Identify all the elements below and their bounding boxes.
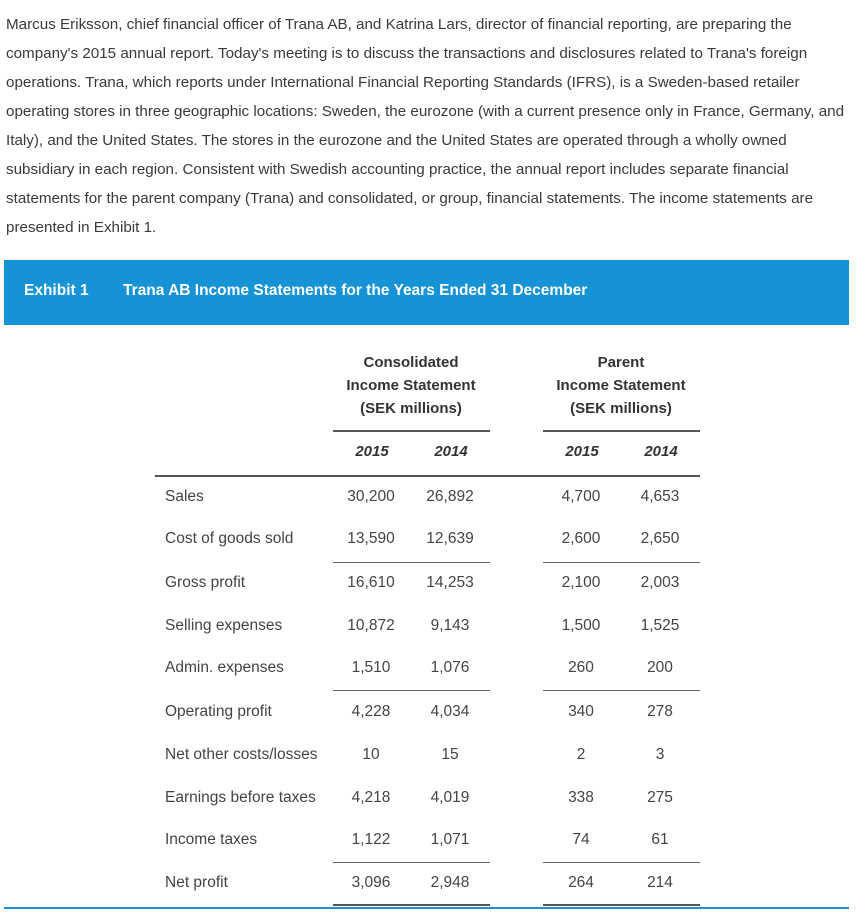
cell-sales-parent-2015: 4,700 (561, 488, 601, 505)
cell-ebt-parent-2015: 338 (568, 789, 594, 806)
parent-header-line1: Parent (597, 354, 645, 371)
rule-parent-double (543, 904, 700, 906)
row-label-income-taxes: Income taxes (165, 831, 258, 848)
row-label-net-profit: Net profit (165, 874, 228, 891)
rule-parent-gross (543, 562, 700, 563)
rule-cons-double (333, 904, 490, 906)
rule-cons-gross (333, 562, 490, 563)
cell-tax-parent-2014: 61 (651, 831, 669, 848)
intro-paragraph: Marcus Eriksson, chief financial officer of Trana AB, and Katrina Lars, director of financial reporting, are preparing the company's 2015 annual report. Today's meeting is to discuss the transactions and disclosures related to Trana's foreign operations. Trana, which reports under International Financial Reporting Standards (IFRS), is a Sweden-based retailer operating stores in three geographic locations: Sweden, the eurozone (with a current presence only in France, Germany, and Italy), and the United States. The stores in the eurozone and the United States are operated through a wholly owned subsidiary in each region. Consistent with Swedish accounting practice, the annual report includes separate financial statements for the parent company (Trana) and consolidated, or group, financial statements. The income statements are presented in Exhibit 1. (6, 16, 845, 236)
cell-other-cons-2015: 10 (362, 746, 380, 763)
cell-other-cons-2014: 15 (441, 746, 459, 763)
year-consolidated-2014: 2014 (434, 443, 468, 460)
cell-tax-cons-2014: 1,071 (430, 831, 470, 848)
row-label-operating-profit: Operating profit (165, 703, 272, 720)
cell-gross-cons-2014: 14,253 (426, 574, 474, 591)
cell-admin-parent-2014: 200 (647, 659, 673, 676)
cell-tax-cons-2015: 1,122 (351, 831, 391, 848)
consolidated-header-line3: (SEK millions) (360, 400, 462, 417)
cell-gross-parent-2014: 2,003 (640, 574, 680, 591)
cell-selling-parent-2015: 1,500 (561, 617, 601, 634)
cell-ebt-cons-2014: 4,019 (430, 789, 470, 806)
cell-ebt-cons-2015: 4,218 (351, 789, 391, 806)
cell-sales-cons-2014: 26,892 (426, 488, 474, 505)
year-parent-2015: 2015 (565, 443, 599, 460)
cell-sales-parent-2014: 4,653 (640, 488, 680, 505)
cell-cogs-cons-2014: 12,639 (426, 530, 474, 547)
parent-header-line2: Income Statement (556, 377, 686, 394)
rule-cons-operating (333, 690, 490, 691)
cell-operating-cons-2014: 4,034 (430, 703, 470, 720)
consolidated-header-line1: Consolidated (363, 354, 459, 371)
cell-other-parent-2014: 3 (655, 746, 665, 763)
cell-ebt-parent-2014: 275 (647, 789, 673, 806)
rule-parent-operating (543, 690, 700, 691)
exhibit-bottom-border (4, 907, 849, 909)
row-label-cogs: Cost of goods sold (165, 530, 294, 547)
cell-cogs-parent-2014: 2,650 (640, 530, 680, 547)
consolidated-header (311, 351, 511, 420)
cell-operating-parent-2014: 278 (647, 703, 673, 720)
parent-header (521, 351, 721, 420)
row-label-earnings-before-taxes: Earnings before taxes (165, 789, 316, 806)
rule-parent-net (543, 862, 700, 863)
cell-operating-parent-2015: 340 (568, 703, 594, 720)
rule-cons-net (333, 862, 490, 863)
cell-gross-cons-2015: 16,610 (347, 574, 395, 591)
cell-gross-parent-2015: 2,100 (561, 574, 601, 591)
year-consolidated-2015: 2015 (355, 443, 389, 460)
row-label-net-other-costs: Net other costs/losses (165, 746, 318, 763)
cell-tax-parent-2015: 74 (572, 831, 590, 848)
cell-cogs-parent-2015: 2,600 (561, 530, 601, 547)
consolidated-header-line2: Income Statement (346, 377, 476, 394)
cell-other-parent-2015: 2 (576, 746, 586, 763)
cell-net-parent-2015: 264 (568, 874, 594, 891)
cell-operating-cons-2015: 4,228 (351, 703, 391, 720)
row-label-selling-expenses: Selling expenses (165, 617, 283, 634)
parent-header-line3: (SEK millions) (570, 400, 672, 417)
cell-selling-cons-2014: 9,143 (430, 617, 470, 634)
row-label-sales: Sales (165, 488, 204, 505)
cell-sales-cons-2015: 30,200 (347, 488, 395, 505)
cell-selling-cons-2015: 10,872 (347, 617, 395, 634)
cell-net-cons-2014: 2,948 (430, 874, 470, 891)
cell-net-parent-2014: 214 (647, 874, 673, 891)
cell-cogs-cons-2015: 13,590 (347, 530, 395, 547)
year-parent-2014: 2014 (644, 443, 678, 460)
cell-admin-parent-2015: 260 (568, 659, 594, 676)
parent-header-rule (543, 430, 700, 432)
cell-selling-parent-2014: 1,525 (640, 617, 680, 634)
cell-admin-cons-2014: 1,076 (430, 659, 470, 676)
consolidated-header-rule (333, 430, 490, 432)
cell-admin-cons-2015: 1,510 (351, 659, 391, 676)
row-label-gross-profit: Gross profit (165, 574, 246, 591)
cell-net-cons-2015: 3,096 (351, 874, 391, 891)
exhibit-title: Trana AB Income Statements for the Years Ended 31 December (123, 282, 588, 299)
exhibit-number: Exhibit 1 (24, 282, 89, 299)
row-label-admin-expenses: Admin. expenses (165, 659, 284, 676)
table-header-rule (155, 475, 700, 477)
